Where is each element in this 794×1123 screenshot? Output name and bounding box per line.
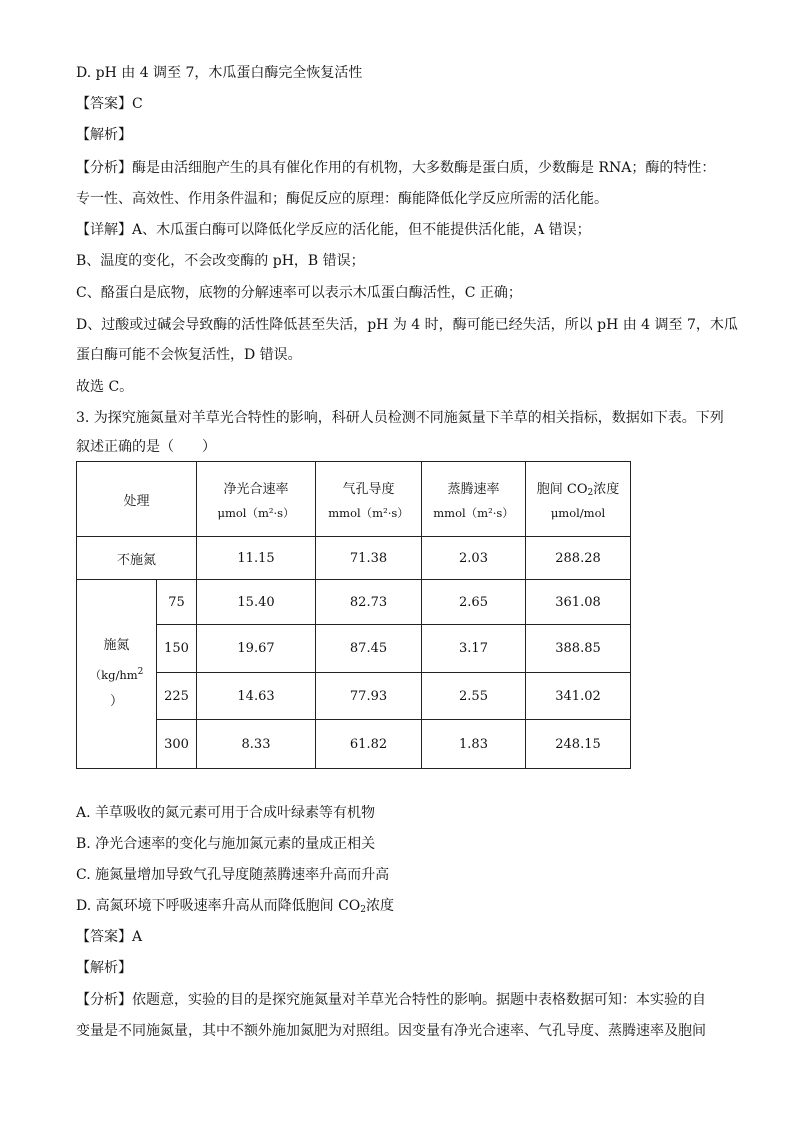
- prev-detail-d2: 蛋白酶可能不会恢复活性，D 错误。: [76, 347, 302, 363]
- prev-option-d: D. pH 由 4 调至 7，木瓜蛋白酶完全恢复活性: [76, 65, 363, 81]
- row-value: 15.40: [197, 580, 316, 625]
- table-row-control: [77, 537, 631, 580]
- header-stomatal-conductance: 气孔导度 mmol（m²·s）: [316, 462, 422, 537]
- header-transpiration: 蒸腾速率 mmol（m²·s）: [422, 462, 526, 537]
- row-value: 61.82: [316, 720, 422, 769]
- analysis-tag: 【分析】: [76, 160, 132, 176]
- prev-detail-a: [76, 220, 591, 240]
- row-value: 14.63: [197, 673, 316, 720]
- analysis-text: 依题意，实验的目的是探究施氮量对羊草光合特性的影响。据题中表格数据可知：本实验的自: [132, 992, 706, 1008]
- row-level: 300: [157, 720, 197, 769]
- row-value: 87.45: [316, 625, 422, 673]
- control-intercellular-co2: 288.28: [526, 537, 631, 580]
- q3-data-table: [76, 461, 631, 769]
- row-value: 19.67: [197, 625, 316, 673]
- row-value: 2.55: [422, 673, 526, 720]
- header-treatment: 处理: [77, 462, 197, 537]
- control-stomatal-conductance: 71.38: [316, 537, 422, 580]
- table-row: [77, 580, 631, 625]
- detail-tag: 【详解】: [76, 222, 132, 238]
- q3-answer: [76, 927, 142, 947]
- analysis-text: 酶是由活细胞产生的具有催化作用的有机物，大多数酶是蛋白质，少数酶是 RNA；酶的特性：: [132, 160, 716, 176]
- q3-option-d: D. 高氮环境下呼吸速率升高从而降低胞间 $CO_2$浓度: [76, 898, 394, 915]
- prev-analysis-line2: 专一性、高效性、作用条件温和；酶促反应的原理：酶能降低化学反应所需的活化能。: [76, 191, 608, 207]
- q3-analysis-line2: 变量是不同施氮量，其中不额外施加氮肥为对照组。因变量有净光合速率、气孔导度、蒸腾速率及胞间: [76, 1023, 706, 1039]
- q3-analysis-line1: [76, 990, 706, 1010]
- table-row: [77, 673, 631, 720]
- row-value: 361.08: [526, 580, 631, 625]
- analysis-tag: 【分析】: [76, 992, 132, 1008]
- answer-value: C: [132, 96, 143, 112]
- detail-text: A、木瓜蛋白酶可以降低化学反应的活化能，但不能提供活化能，A 错误；: [132, 222, 591, 238]
- row-value: 3.17: [422, 625, 526, 673]
- prev-answer: [76, 94, 143, 114]
- q3-stem-line1: 3. 为探究施氮量对羊草光合特性的影响，科研人员检测不同施氮量下羊草的相关指标，数据如下表。下列: [76, 410, 724, 426]
- q3-analysis-label: 【解析】: [76, 960, 132, 976]
- prev-detail-b: B、温度的变化，不会改变酶的 pH，B 错误；: [76, 253, 365, 269]
- row-value: 77.93: [316, 673, 422, 720]
- control-net-photosynthesis: 11.15: [197, 537, 316, 580]
- answer-label: 【答案】: [76, 96, 132, 112]
- q3-stem-line2: 叙述正确的是（ ）: [76, 439, 216, 455]
- row-value: 341.02: [526, 673, 631, 720]
- control-label: 不施氮: [77, 537, 197, 580]
- row-level: 225: [157, 673, 197, 720]
- row-value: 388.85: [526, 625, 631, 673]
- prev-analysis-label: 【解析】: [76, 127, 132, 143]
- row-value: 248.15: [526, 720, 631, 769]
- row-level: 150: [157, 625, 197, 673]
- prev-detail-d1: D、过酸或过碱会导致酶的活性降低甚至失活，pH 为 4 时，酶可能已经失活，所以 pH 由 4 调至 7，木瓜: [76, 317, 738, 333]
- q3-option-a: A. 羊草吸收的氮元素可用于合成叶绿素等有机物: [76, 805, 376, 821]
- row-value: 1.83: [422, 720, 526, 769]
- table-row: [77, 720, 631, 769]
- row-value: 82.73: [316, 580, 422, 625]
- q3-option-b: B. 净光合速率的变化与施加氮元素的量成正相关: [76, 836, 376, 852]
- header-intercellular-co2: 胞间 $CO_2$浓度 μmol/mol: [526, 462, 631, 537]
- answer-label: 【答案】: [76, 929, 132, 945]
- table-row: [77, 625, 631, 673]
- row-value: 2.65: [422, 580, 526, 625]
- q3-option-c: C. 施氮量增加导致气孔导度随蒸腾速率升高而升高: [76, 867, 390, 883]
- table-header-row: [77, 462, 631, 537]
- prev-analysis-line1: [76, 158, 715, 178]
- header-net-photosynthesis: 净光合速率 μmol（m²·s）: [197, 462, 316, 537]
- prev-conclusion: 故选 C。: [76, 379, 134, 395]
- row-value: 8.33: [197, 720, 316, 769]
- answer-value: A: [132, 929, 143, 945]
- row-level: 75: [157, 580, 197, 625]
- nitrogen-group-label: 施氮 （$kg/hm^2$ ）: [77, 580, 157, 769]
- control-transpiration: 2.03: [422, 537, 526, 580]
- prev-detail-c: C、酪蛋白是底物，底物的分解速率可以表示木瓜蛋白酶活性，C 正确；: [76, 285, 522, 301]
